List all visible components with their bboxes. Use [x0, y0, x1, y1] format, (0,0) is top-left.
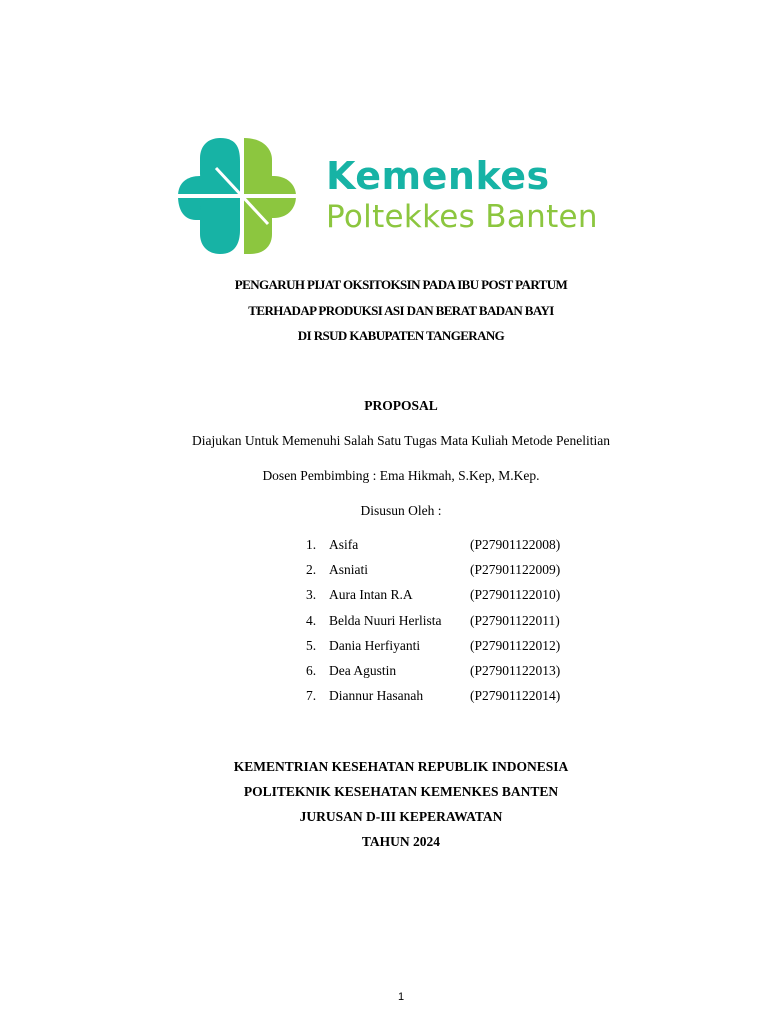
- list-item: [300, 613, 600, 638]
- list-item: [300, 663, 600, 688]
- institution-line-1: KEMENTRIAN KESEHATAN REPUBLIK INDONESIA: [233, 759, 569, 774]
- author-name: Dea Agustin: [329, 662, 397, 678]
- supervisor-text: Dosen Pembimbing : Ema Hikmah, S.Kep, M.Kep.: [262, 468, 540, 483]
- kemenkes-logo: [176, 136, 626, 256]
- document-type-heading: PROPOSAL: [364, 398, 438, 413]
- list-item: [300, 688, 600, 713]
- list-item: [300, 638, 600, 663]
- list-item: [300, 587, 600, 612]
- title-line-1: PENGARUH PIJAT OKSITOKSIN PADA IBU POST PARTUM: [234, 277, 568, 292]
- logo-kemenkes-text: Kemenkes: [326, 154, 550, 198]
- author-number: 4.: [306, 612, 317, 628]
- author-number: 1.: [306, 537, 317, 552]
- author-name: Asniati: [329, 562, 368, 578]
- author-number: 3.: [306, 587, 317, 603]
- author-nim: (P27901122012): [470, 637, 561, 653]
- author-nim: (P27901122008): [470, 537, 561, 552]
- kemenkes-emblem-icon: [176, 136, 298, 256]
- author-name: Belda Nuuri Herlista: [329, 612, 442, 628]
- author-number: 2.: [306, 562, 317, 578]
- list-item: [300, 537, 600, 562]
- author-nim: (P27901122013): [470, 662, 561, 678]
- institution-line-2: POLITEKNIK KESEHATAN KEMENKES BANTEN: [243, 784, 559, 799]
- institution-line-3: JURUSAN D-III KEPERAWATAN: [299, 809, 503, 824]
- author-nim: (P27901122009): [470, 562, 561, 578]
- author-nim: (P27901122010): [470, 587, 561, 603]
- title-line-2: TERHADAP PRODUKSI ASI DAN BERAT BADAN BAYI: [248, 303, 554, 318]
- logo-poltekkes-text: Poltekkes Banten: [326, 199, 598, 235]
- institution-year: TAHUN 2024: [361, 834, 441, 849]
- author-list: [300, 537, 600, 713]
- author-name: Aura Intan R.A: [329, 587, 413, 603]
- purpose-text: Diajukan Untuk Memenuhi Salah Satu Tugas Mata Kuliah Metode Penelitian: [191, 433, 611, 448]
- author-nim: (P27901122011): [470, 612, 560, 628]
- title-line-3: DI RSUD KABUPATEN TANGERANG: [297, 328, 505, 343]
- compiled-by-label: Disusun Oleh :: [360, 503, 442, 518]
- author-name: Diannur Hasanah: [329, 688, 424, 704]
- author-nim: (P27901122014): [470, 688, 561, 704]
- author-number: 6.: [306, 662, 317, 678]
- author-name: Dania Herfiyanti: [329, 637, 421, 653]
- author-name: Asifa: [329, 537, 359, 552]
- author-number: 5.: [306, 637, 317, 653]
- author-number: 7.: [306, 688, 317, 704]
- page-number: 1: [397, 991, 405, 1003]
- list-item: [300, 562, 600, 587]
